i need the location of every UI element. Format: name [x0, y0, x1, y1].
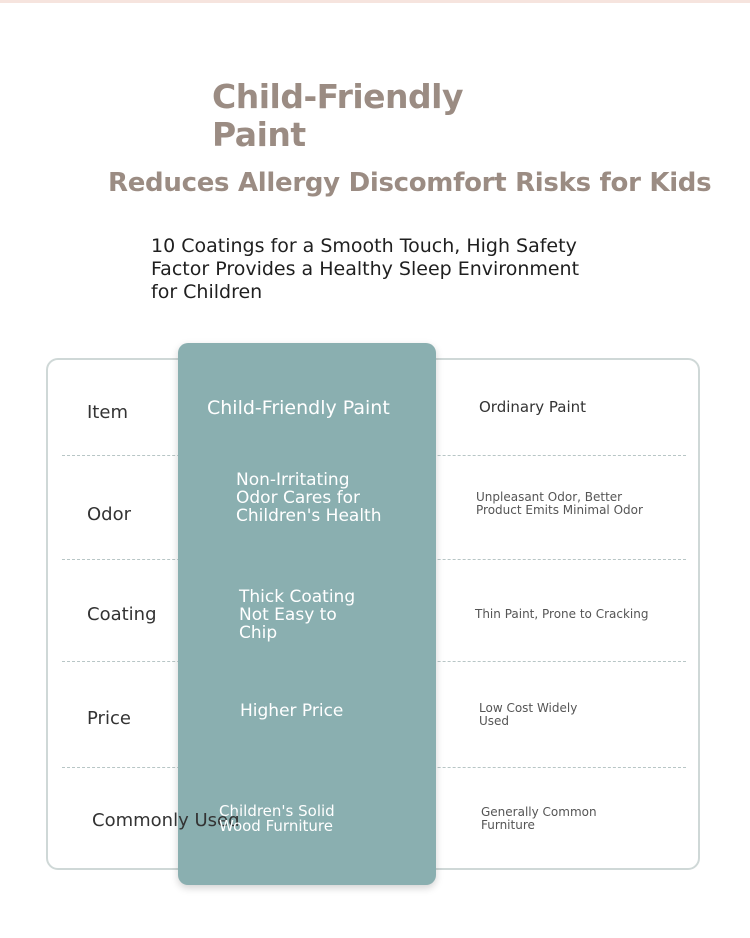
row-label-price: Price — [87, 708, 131, 729]
title-line-1: Child-Friendly — [212, 77, 463, 116]
page-description: 10 Coatings for a Smooth Touch, High Safety Factor Provides a Healthy Sleep Environment for Children — [151, 235, 580, 303]
top-accent-line — [0, 0, 750, 3]
ordinary-price: Low Cost Widely Used — [479, 701, 578, 728]
row-label-coating: Coating — [87, 604, 157, 625]
ordinary-odor: Unpleasant Odor, Better Product Emits Minimal Odor — [476, 490, 643, 517]
page-subtitle: Reduces Allergy Discomfort Risks for Kids — [108, 168, 712, 198]
column-header-ordinary: Ordinary Paint — [479, 398, 587, 416]
child-friendly-coating: Thick Coating Not Easy to Chip — [239, 587, 356, 643]
child-friendly-price: Higher Price — [240, 701, 344, 721]
child-friendly-usage: Children's Solid Wood Furniture — [219, 802, 335, 835]
child-friendly-odor: Non-Irritating Odor Cares for Children's Health — [236, 470, 382, 526]
column-header-child-friendly: Child-Friendly Paint — [207, 397, 390, 419]
page-title — [212, 78, 512, 154]
row-label-item: Item — [87, 402, 128, 423]
ordinary-usage: Generally Common Furniture — [481, 805, 597, 832]
row-label-commonly-used: Commonly Used — [92, 810, 240, 831]
title-line-2: Paint — [212, 115, 306, 154]
ordinary-coating: Thin Paint, Prone to Cracking — [475, 607, 649, 621]
row-label-odor: Odor — [87, 504, 132, 525]
